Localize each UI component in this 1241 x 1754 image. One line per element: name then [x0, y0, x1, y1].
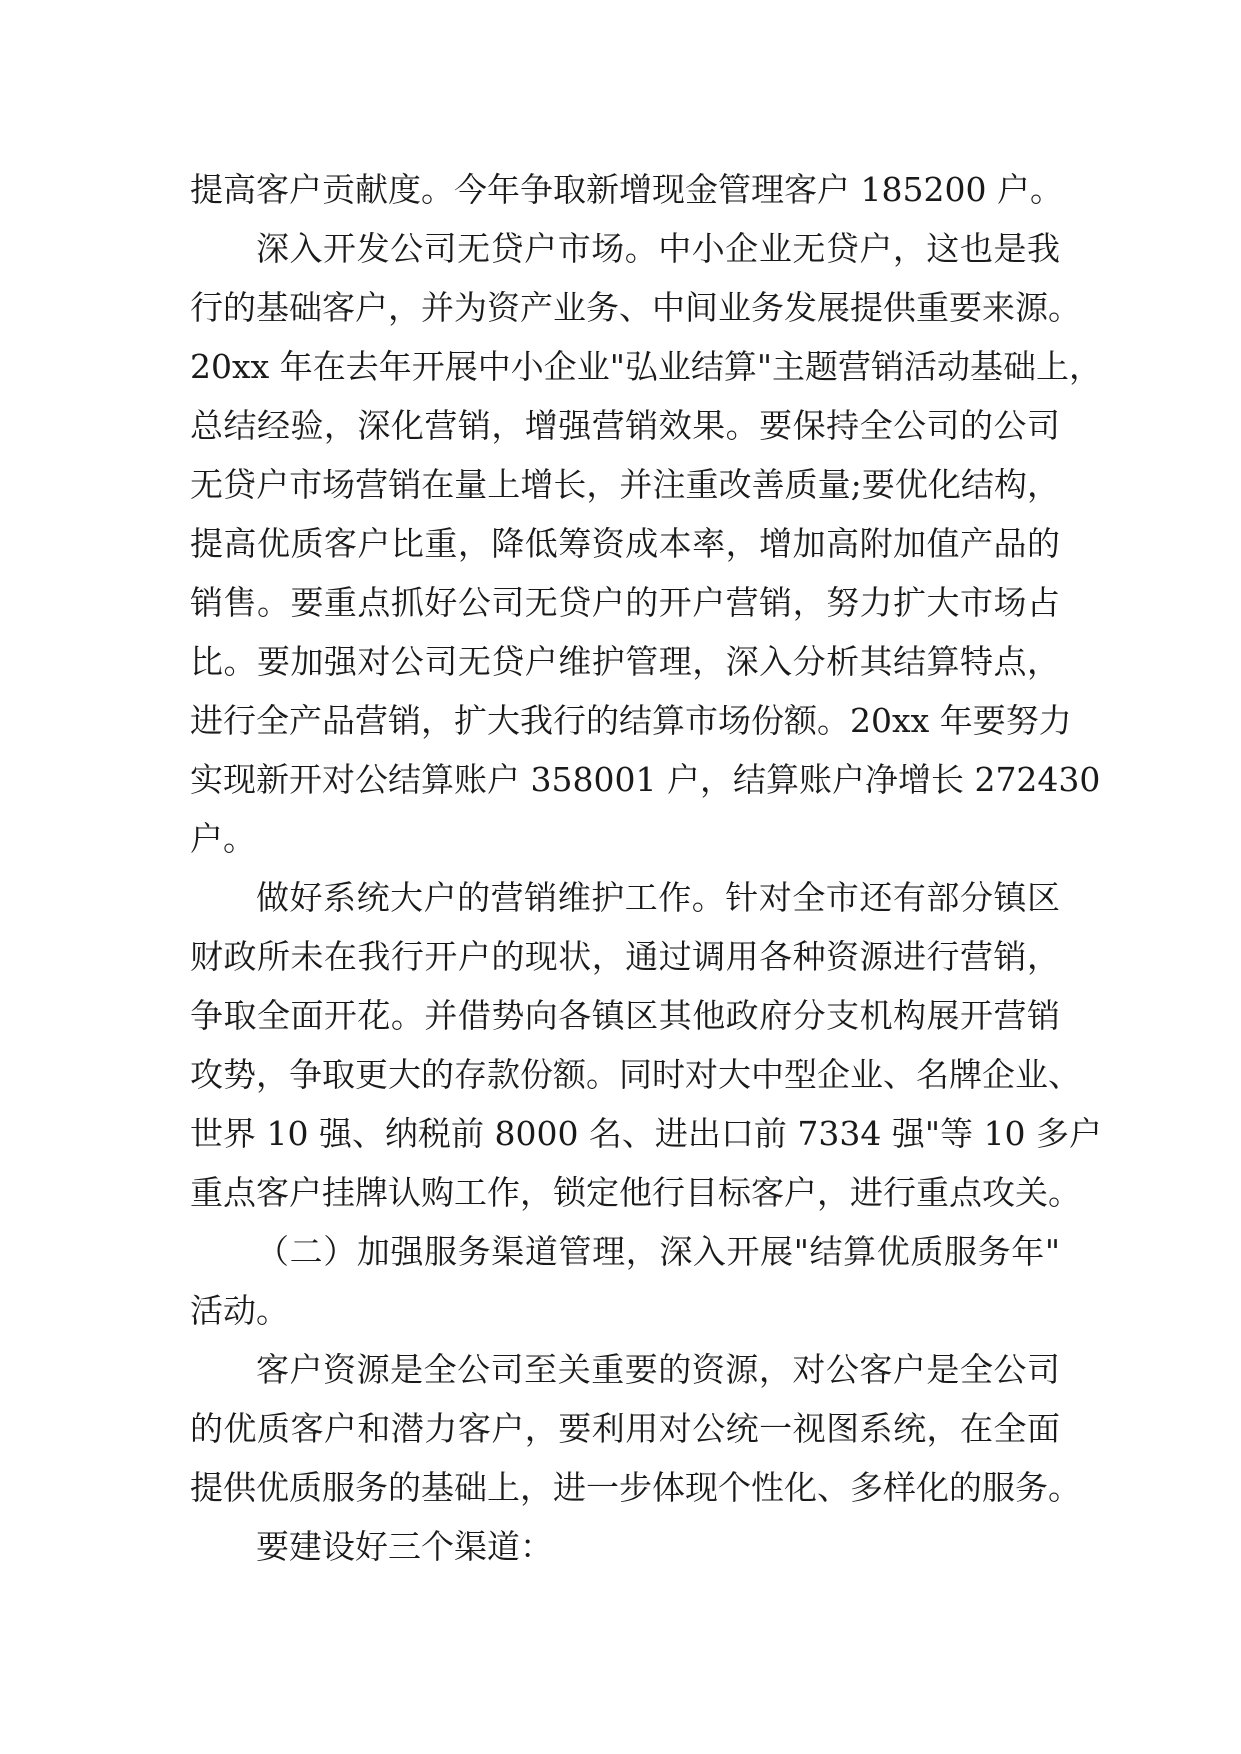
text-line: 财政所未在我行开户的现状，通过调用各种资源进行营销，: [190, 937, 1060, 976]
text-line: 的优质客户和潜力客户，要利用对公统一视图系统，在全面: [190, 1409, 1060, 1448]
text-line: （二）加强服务渠道管理，深入开展"结算优质服务年": [256, 1232, 1060, 1271]
text-line: 提高客户贡献度。今年争取新增现金管理客户 185200 户。: [190, 170, 1063, 209]
text-line: 行的基础客户，并为资产业务、中间业务发展提供重要来源。: [190, 288, 1081, 327]
text-line: 攻势，争取更大的存款份额。同时对大中型企业、名牌企业、: [190, 1055, 1081, 1094]
paragraph: [190, 219, 1103, 868]
text-line: 活动。: [190, 1291, 289, 1330]
paragraph: [190, 868, 1103, 1222]
text-line: 客户资源是全公司至关重要的资源，对公客户是全公司: [256, 1350, 1060, 1389]
text-line: 销售。要重点抓好公司无贷户的开户营销，努力扩大市场占: [190, 583, 1060, 622]
section-heading: [190, 1222, 1060, 1340]
paragraph: [190, 1517, 1060, 1576]
text-line: 总结经验，深化营销，增强营销效果。要保持全公司的公司: [190, 406, 1060, 445]
text-line: 世界 10 强、纳税前 8000 名、进出口前 7334 强"等 10 多户: [190, 1114, 1103, 1153]
text-line: 20xx 年在去年开展中小企业"弘业结算"主题营销活动基础上，: [190, 347, 1103, 386]
text-line: 做好系统大户的营销维护工作。针对全市还有部分镇区: [256, 878, 1060, 917]
text-line: 要建设好三个渠道：: [256, 1527, 553, 1566]
text-line: 重点客户挂牌认购工作，锁定他行目标客户，进行重点攻关。: [190, 1173, 1081, 1212]
document-body: [190, 160, 1103, 1576]
text-line: 进行全产品营销，扩大我行的结算市场份额。20xx 年要努力: [190, 701, 1072, 740]
paragraph: [190, 160, 1063, 219]
text-line: 提供优质服务的基础上，进一步体现个性化、多样化的服务。: [190, 1468, 1081, 1507]
text-line: 比。要加强对公司无贷户维护管理，深入分析其结算特点，: [190, 642, 1060, 681]
text-line: 提高优质客户比重，降低筹资成本率，增加高附加值产品的: [190, 524, 1060, 563]
text-line: 无贷户市场营销在量上增长，并注重改善质量;要优化结构，: [190, 465, 1060, 504]
text-line: 实现新开对公结算账户 358001 户，结算账户净增长 272430: [190, 760, 1101, 799]
text-line: 深入开发公司无贷户市场。中小企业无贷户，这也是我: [256, 229, 1060, 268]
text-line: 争取全面开花。并借势向各镇区其他政府分支机构展开营销: [190, 996, 1060, 1035]
text-line: 户。: [190, 819, 256, 858]
paragraph: [190, 1340, 1081, 1517]
